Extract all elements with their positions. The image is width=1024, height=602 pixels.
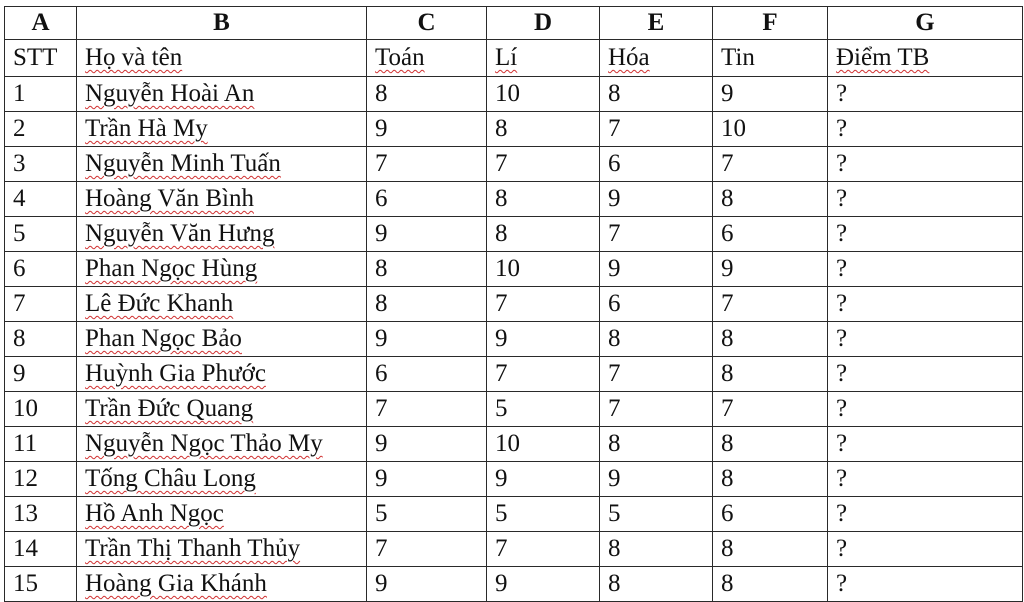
table-row <box>5 287 1023 322</box>
average-cell: ? <box>828 462 1023 497</box>
physics-cell: 9 <box>487 322 600 357</box>
stt-cell: 4 <box>5 182 77 217</box>
header-row <box>5 40 1023 77</box>
header-stt: STT <box>5 40 77 77</box>
informatics-cell: 8 <box>713 567 828 602</box>
chemistry-cell: 9 <box>600 182 713 217</box>
table-body <box>5 7 1023 602</box>
chemistry-cell: 6 <box>600 287 713 322</box>
math-cell: 6 <box>367 182 487 217</box>
stt-cell: 6 <box>5 252 77 287</box>
informatics-cell: 8 <box>713 322 828 357</box>
name-cell: Phan Ngọc Bảo <box>77 322 367 357</box>
physics-cell: 10 <box>487 427 600 462</box>
informatics-cell: 8 <box>713 532 828 567</box>
name-cell: Trần Thị Thanh Thủy <box>77 532 367 567</box>
name-cell: Trần Đức Quang <box>77 392 367 427</box>
table-row <box>5 462 1023 497</box>
physics-cell: 7 <box>487 147 600 182</box>
name-cell: Nguyễn Văn Hưng <box>77 217 367 252</box>
informatics-cell: 8 <box>713 427 828 462</box>
average-cell: ? <box>828 357 1023 392</box>
stt-cell: 7 <box>5 287 77 322</box>
name-cell: Nguyễn Minh Tuấn <box>77 147 367 182</box>
column-letter-d: D <box>487 7 600 40</box>
column-letter-f: F <box>713 7 828 40</box>
header-informatics: Tin <box>713 40 828 77</box>
physics-cell: 9 <box>487 462 600 497</box>
informatics-cell: 6 <box>713 497 828 532</box>
informatics-cell: 8 <box>713 182 828 217</box>
informatics-cell: 6 <box>713 217 828 252</box>
stt-cell: 11 <box>5 427 77 462</box>
informatics-cell: 10 <box>713 112 828 147</box>
header-physics: Lí <box>487 40 600 77</box>
average-cell: ? <box>828 532 1023 567</box>
average-cell: ? <box>828 322 1023 357</box>
name-cell: Hồ Anh Ngọc <box>77 497 367 532</box>
informatics-cell: 8 <box>713 357 828 392</box>
average-cell: ? <box>828 147 1023 182</box>
name-cell: Hoàng Gia Khánh <box>77 567 367 602</box>
grades-table <box>4 6 1023 602</box>
name-cell: Lê Đức Khanh <box>77 287 367 322</box>
math-cell: 8 <box>367 252 487 287</box>
chemistry-cell: 8 <box>600 322 713 357</box>
chemistry-cell: 7 <box>600 112 713 147</box>
informatics-cell: 9 <box>713 77 828 112</box>
physics-cell: 7 <box>487 357 600 392</box>
table-row <box>5 532 1023 567</box>
table-row <box>5 427 1023 462</box>
chemistry-cell: 9 <box>600 252 713 287</box>
column-letter-e: E <box>600 7 713 40</box>
math-cell: 7 <box>367 392 487 427</box>
math-cell: 6 <box>367 357 487 392</box>
stt-cell: 15 <box>5 567 77 602</box>
stt-cell: 8 <box>5 322 77 357</box>
informatics-cell: 9 <box>713 252 828 287</box>
table-row <box>5 357 1023 392</box>
math-cell: 8 <box>367 77 487 112</box>
table-row <box>5 77 1023 112</box>
stt-cell: 10 <box>5 392 77 427</box>
header-name: Họ và tên <box>77 40 367 77</box>
table-row <box>5 252 1023 287</box>
stt-cell: 1 <box>5 77 77 112</box>
average-cell: ? <box>828 182 1023 217</box>
physics-cell: 10 <box>487 77 600 112</box>
average-cell: ? <box>828 217 1023 252</box>
informatics-cell: 8 <box>713 462 828 497</box>
average-cell: ? <box>828 252 1023 287</box>
table-row <box>5 567 1023 602</box>
header-math: Toán <box>367 40 487 77</box>
chemistry-cell: 7 <box>600 392 713 427</box>
informatics-cell: 7 <box>713 147 828 182</box>
chemistry-cell: 6 <box>600 147 713 182</box>
physics-cell: 8 <box>487 112 600 147</box>
average-cell: ? <box>828 392 1023 427</box>
name-cell: Trần Hà My <box>77 112 367 147</box>
physics-cell: 5 <box>487 392 600 427</box>
physics-cell: 8 <box>487 217 600 252</box>
table-row <box>5 112 1023 147</box>
chemistry-cell: 7 <box>600 217 713 252</box>
stt-cell: 2 <box>5 112 77 147</box>
math-cell: 9 <box>367 112 487 147</box>
column-letter-g: G <box>828 7 1023 40</box>
math-cell: 9 <box>367 462 487 497</box>
math-cell: 9 <box>367 217 487 252</box>
stt-cell: 12 <box>5 462 77 497</box>
chemistry-cell: 8 <box>600 567 713 602</box>
math-cell: 9 <box>367 322 487 357</box>
name-cell: Tống Châu Long <box>77 462 367 497</box>
column-letter-b: B <box>77 7 367 40</box>
name-cell: Phan Ngọc Hùng <box>77 252 367 287</box>
average-cell: ? <box>828 497 1023 532</box>
chemistry-cell: 5 <box>600 497 713 532</box>
physics-cell: 8 <box>487 182 600 217</box>
average-cell: ? <box>828 77 1023 112</box>
chemistry-cell: 8 <box>600 532 713 567</box>
table-row <box>5 217 1023 252</box>
average-cell: ? <box>828 427 1023 462</box>
header-average: Điểm TB <box>828 40 1023 77</box>
stt-cell: 13 <box>5 497 77 532</box>
chemistry-cell: 8 <box>600 427 713 462</box>
name-cell: Hoàng Văn Bình <box>77 182 367 217</box>
physics-cell: 7 <box>487 287 600 322</box>
physics-cell: 10 <box>487 252 600 287</box>
average-cell: ? <box>828 287 1023 322</box>
column-letter-c: C <box>367 7 487 40</box>
math-cell: 5 <box>367 497 487 532</box>
table-row <box>5 182 1023 217</box>
chemistry-cell: 9 <box>600 462 713 497</box>
name-cell: Nguyễn Ngọc Thảo My <box>77 427 367 462</box>
column-letter-row <box>5 7 1023 40</box>
math-cell: 7 <box>367 532 487 567</box>
average-cell: ? <box>828 112 1023 147</box>
column-letter-a: A <box>5 7 77 40</box>
table-row <box>5 392 1023 427</box>
math-cell: 7 <box>367 147 487 182</box>
math-cell: 8 <box>367 287 487 322</box>
physics-cell: 7 <box>487 532 600 567</box>
stt-cell: 9 <box>5 357 77 392</box>
physics-cell: 9 <box>487 567 600 602</box>
stt-cell: 14 <box>5 532 77 567</box>
math-cell: 9 <box>367 567 487 602</box>
informatics-cell: 7 <box>713 392 828 427</box>
name-cell: Huỳnh Gia Phước <box>77 357 367 392</box>
physics-cell: 5 <box>487 497 600 532</box>
chemistry-cell: 8 <box>600 77 713 112</box>
chemistry-cell: 7 <box>600 357 713 392</box>
stt-cell: 5 <box>5 217 77 252</box>
informatics-cell: 7 <box>713 287 828 322</box>
table-row <box>5 497 1023 532</box>
math-cell: 9 <box>367 427 487 462</box>
table-row <box>5 147 1023 182</box>
average-cell: ? <box>828 567 1023 602</box>
name-cell: Nguyễn Hoài An <box>77 77 367 112</box>
header-chemistry: Hóa <box>600 40 713 77</box>
stt-cell: 3 <box>5 147 77 182</box>
table-row <box>5 322 1023 357</box>
